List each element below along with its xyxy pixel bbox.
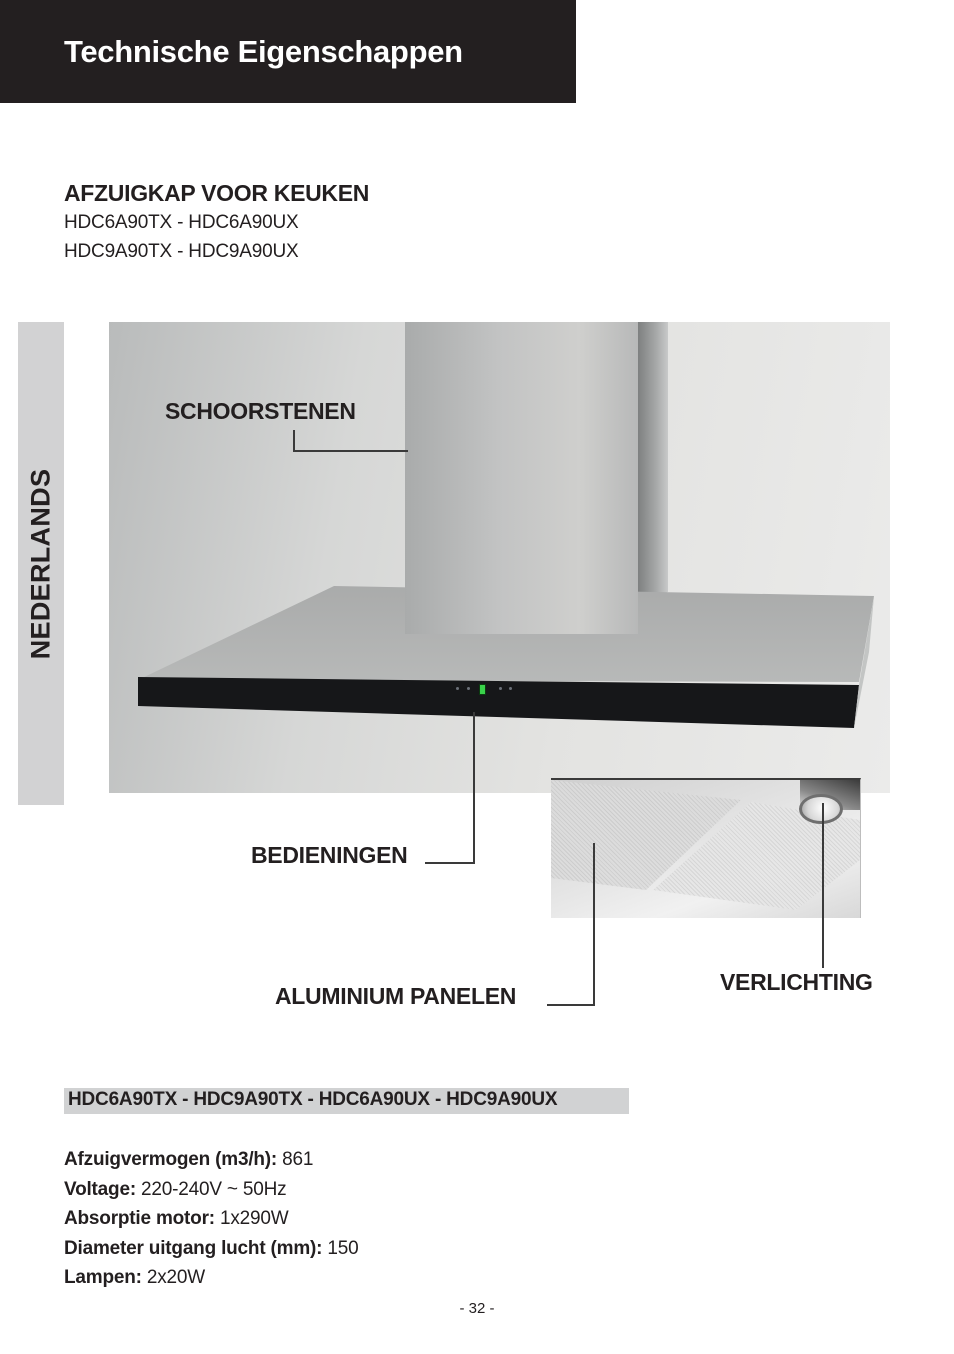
- spec-row: [64, 1234, 359, 1264]
- page-header: [0, 0, 576, 103]
- callout-line: [473, 712, 475, 864]
- control-button-icon: [509, 687, 512, 690]
- filter-panels-photo: [551, 778, 861, 918]
- spec-label: Diameter uitgang lucht (mm):: [64, 1237, 323, 1259]
- callout-line: [293, 450, 408, 452]
- callout-line: [425, 862, 475, 864]
- speed-display-icon: [479, 684, 486, 695]
- range-hood-photo: [109, 322, 890, 793]
- spec-row: [64, 1204, 359, 1234]
- models-band: [64, 1088, 629, 1114]
- callout-line: [822, 803, 824, 968]
- chimney-front: [405, 322, 638, 634]
- page-title: Technische Eigenschappen: [64, 34, 463, 69]
- product-model-line: HDC6A90TX - HDC6A90UX: [64, 212, 299, 233]
- control-button-icon: [499, 687, 502, 690]
- lamp-icon: [799, 794, 843, 824]
- spec-row: [64, 1175, 359, 1205]
- callout-line: [547, 1004, 595, 1006]
- spec-value: 150: [327, 1237, 359, 1259]
- page-number: - 32 -: [459, 1300, 495, 1317]
- specifications-list: [64, 1145, 359, 1293]
- spec-row: [64, 1145, 359, 1175]
- callout-line: [593, 843, 595, 1006]
- control-button-icon: [456, 687, 459, 690]
- callout-aluminium-panels: ALUMINIUM PANELEN: [275, 983, 517, 1009]
- product-model-line: HDC9A90TX - HDC9A90UX: [64, 241, 299, 262]
- control-button-icon: [467, 687, 470, 690]
- chimney-side: [638, 322, 668, 612]
- spec-row: [64, 1263, 359, 1293]
- language-tab: [18, 322, 64, 805]
- product-heading: AFZUIGKAP VOOR KEUKEN: [64, 180, 370, 206]
- spec-value: 861: [282, 1149, 314, 1170]
- models-band-text: HDC6A90TX - HDC9A90TX - HDC6A90UX - HDC9A90UX: [68, 1089, 558, 1110]
- spec-value: 220-240V ~ 50Hz: [141, 1178, 287, 1200]
- spec-value: 1x290W: [220, 1208, 289, 1230]
- language-label: NEDERLANDS: [25, 468, 56, 659]
- spec-label: Voltage:: [64, 1178, 136, 1200]
- spec-label: Absorptie motor:: [64, 1208, 215, 1230]
- spec-label: Lampen:: [64, 1267, 142, 1289]
- spec-value: 2x20W: [146, 1267, 206, 1289]
- product-info: [64, 178, 369, 266]
- callout-controls: BEDIENINGEN: [251, 842, 408, 868]
- spec-label: Afzuigvermogen (m3/h):: [64, 1149, 278, 1170]
- callout-line: [293, 430, 295, 452]
- callout-lighting: VERLICHTING: [720, 969, 873, 995]
- callout-chimney: SCHOORSTENEN: [165, 398, 356, 424]
